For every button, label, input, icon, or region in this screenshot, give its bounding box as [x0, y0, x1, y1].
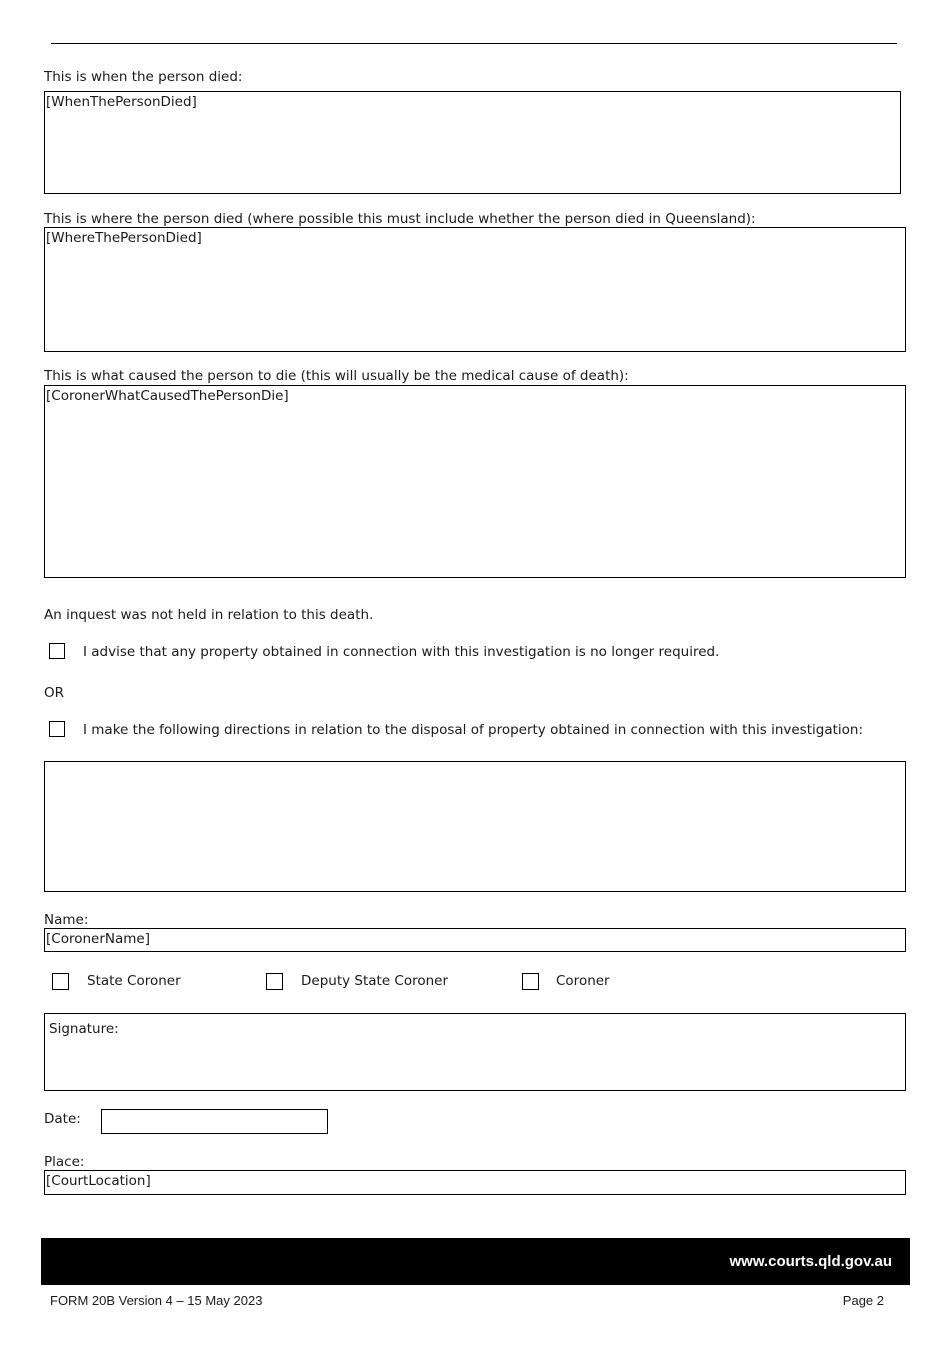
- disposal-directions-value: [45, 762, 905, 764]
- property-not-required-checkbox[interactable]: [49, 643, 65, 659]
- cause-label: This is what caused the person to die (this will usually be the medical cause of death):: [44, 368, 629, 384]
- when-label: This is when the person died:: [44, 69, 243, 85]
- when-field[interactable]: [44, 91, 901, 194]
- deputy-state-coroner-label: Deputy State Coroner: [301, 973, 449, 989]
- page-number: Page 2: [842, 1293, 884, 1308]
- name-field[interactable]: [44, 928, 906, 952]
- property-not-required-label: I advise that any property obtained in connection with this investigation is no longer required.: [83, 644, 720, 660]
- where-field[interactable]: [44, 227, 906, 352]
- or-separator: OR: [44, 685, 65, 701]
- cause-field[interactable]: [44, 385, 906, 578]
- inquest-note: An inquest was not held in relation to this death.: [44, 607, 374, 623]
- state-coroner-label: State Coroner: [87, 973, 181, 989]
- cause-value: [CoronerWhatCausedThePersonDie]: [46, 388, 289, 404]
- coroner-label: Coroner: [556, 973, 610, 989]
- date-field[interactable]: [101, 1109, 328, 1134]
- footer-url[interactable]: www.courts.qld.gov.au: [729, 1253, 892, 1270]
- signature-label: Signature:: [49, 1021, 119, 1037]
- place-label: Place:: [44, 1154, 85, 1170]
- state-coroner-checkbox[interactable]: [52, 973, 69, 990]
- disposal-directions-label: I make the following directions in relation to the disposal of property obtained in connection with this investigation:: [83, 722, 864, 738]
- coroner-checkbox[interactable]: [522, 973, 539, 990]
- signature-field[interactable]: [44, 1013, 906, 1091]
- date-value: [102, 1110, 327, 1112]
- date-label: Date:: [44, 1111, 81, 1127]
- name-label: Name:: [44, 912, 89, 928]
- footer-bar: [41, 1238, 910, 1285]
- place-field[interactable]: [44, 1170, 906, 1195]
- place-value: [CourtLocation]: [46, 1173, 151, 1189]
- deputy-state-coroner-checkbox[interactable]: [266, 973, 283, 990]
- when-value: [WhenThePersonDied]: [46, 94, 197, 110]
- name-value: [CoronerName]: [46, 931, 150, 947]
- where-label: This is where the person died (where possible this must include whether the person died in Queensland):: [44, 211, 756, 227]
- form-version: FORM 20B Version 4 – 15 May 2023: [50, 1293, 263, 1308]
- disposal-directions-field[interactable]: [44, 761, 906, 892]
- top-rule: [51, 43, 897, 44]
- disposal-directions-checkbox[interactable]: [49, 721, 65, 737]
- where-value: [WhereThePersonDied]: [46, 230, 202, 246]
